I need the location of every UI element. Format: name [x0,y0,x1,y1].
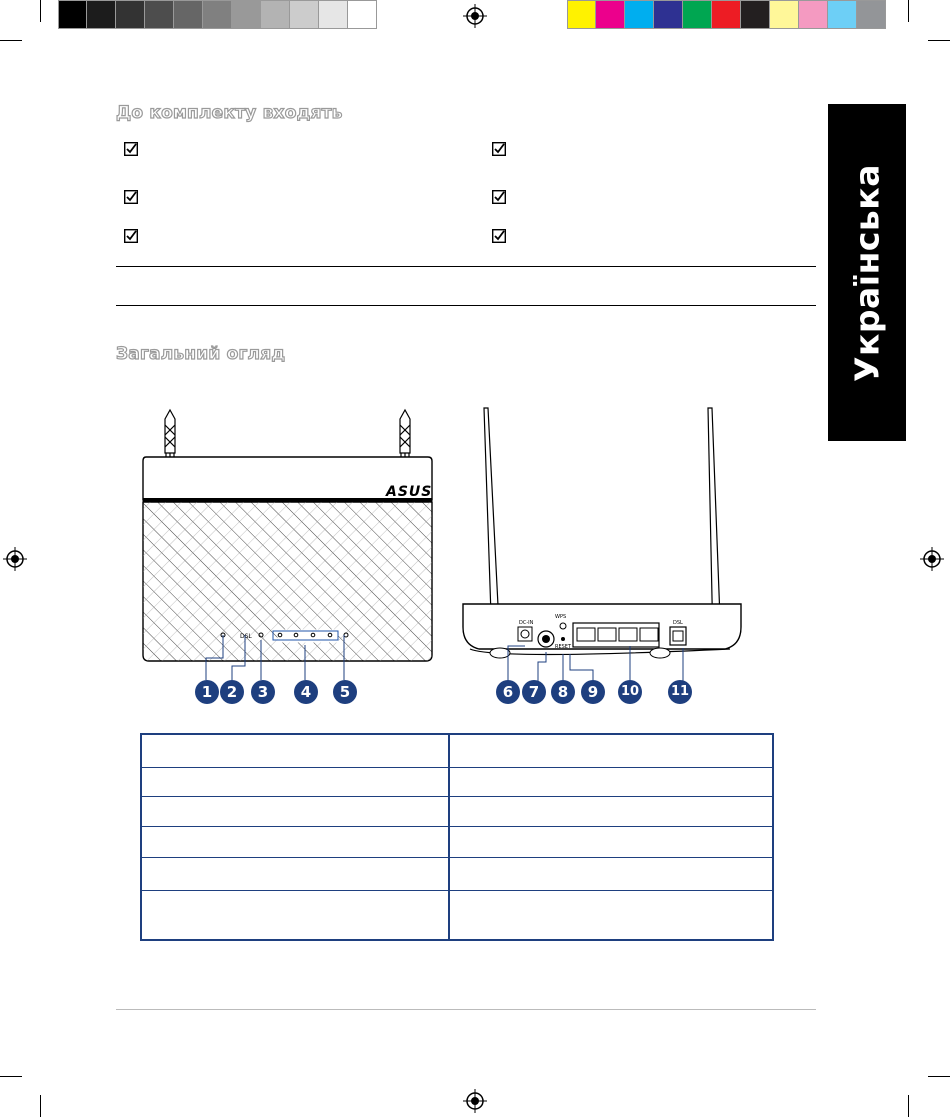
callout-9: 9 [581,680,605,704]
color-swatch [261,0,290,29]
color-swatch [319,0,348,29]
color-swatch [625,0,654,29]
color-swatch [145,0,174,29]
color-swatch [654,0,683,29]
table-column-divider [448,735,450,939]
package-contents-title: До комплекту входять [116,103,343,123]
registration-mark-icon [920,547,944,571]
checkbox-checked-icon [124,229,138,243]
color-swatch [348,0,377,29]
note-rule-bottom [116,305,816,306]
checkbox-checked-icon [492,142,506,156]
overview-title: Загальний огляд [116,344,286,364]
color-swatch [799,0,828,29]
crop-mark [928,1076,950,1077]
gray-swatch-bar [58,0,377,31]
color-swatch [567,0,596,29]
color-swatch [203,0,232,29]
callout-3: 3 [251,680,275,704]
crop-mark [908,1095,909,1117]
crop-mark [40,1095,41,1117]
note-rule-top [116,266,816,267]
callout-10: 10 [618,680,642,704]
antenna-left [165,410,175,457]
crop-mark [0,1076,22,1077]
dcin-label: DC-IN [519,620,534,626]
front-callout-leaders [190,630,360,690]
callout-2: 2 [220,680,244,704]
color-swatch [87,0,116,29]
color-swatch [58,0,87,29]
callout-4: 4 [294,680,318,704]
crop-mark [928,40,950,41]
antenna-right [400,410,410,457]
registration-mark-icon [463,4,487,28]
reset-label: RESET [555,644,572,650]
callout-6: 6 [496,680,520,704]
checkbox-checked-icon [124,190,138,204]
color-swatch [857,0,886,29]
registration-mark-icon [3,547,27,571]
color-swatch [290,0,319,29]
checkbox-checked-icon [492,190,506,204]
checkbox-checked-icon [492,229,506,243]
callout-7: 7 [522,680,546,704]
crop-mark [908,0,909,22]
router-back-illustration [455,405,750,670]
color-swatch [770,0,799,29]
table-row [142,890,772,891]
color-swatch [828,0,857,29]
dsl-label: DSL [673,620,683,626]
color-swatch [232,0,261,29]
registration-mark-icon [463,1089,487,1113]
color-swatch [741,0,770,29]
language-label: Українська [847,163,887,382]
crop-mark [40,0,41,22]
table-row [142,826,772,827]
color-swatch [712,0,741,29]
callout-5: 5 [333,680,357,704]
wps-label: WPS [555,614,567,620]
color-swatch [683,0,712,29]
color-swatch [116,0,145,29]
svg-text:DSL: DSL [240,633,252,640]
callout-1: 1 [195,680,219,704]
asus-logo: ASUS [386,484,433,500]
footer-rule [116,1009,816,1010]
color-swatch-bar [567,0,886,31]
table-row [142,767,772,768]
language-side-tab [828,104,906,441]
table-row [142,796,772,797]
crop-mark [0,40,22,41]
callout-8: 8 [551,680,575,704]
callout-11: 11 [668,680,692,704]
color-swatch [174,0,203,29]
components-table [140,733,774,941]
table-row [142,857,772,858]
color-swatch [596,0,625,29]
checkbox-checked-icon [124,142,138,156]
